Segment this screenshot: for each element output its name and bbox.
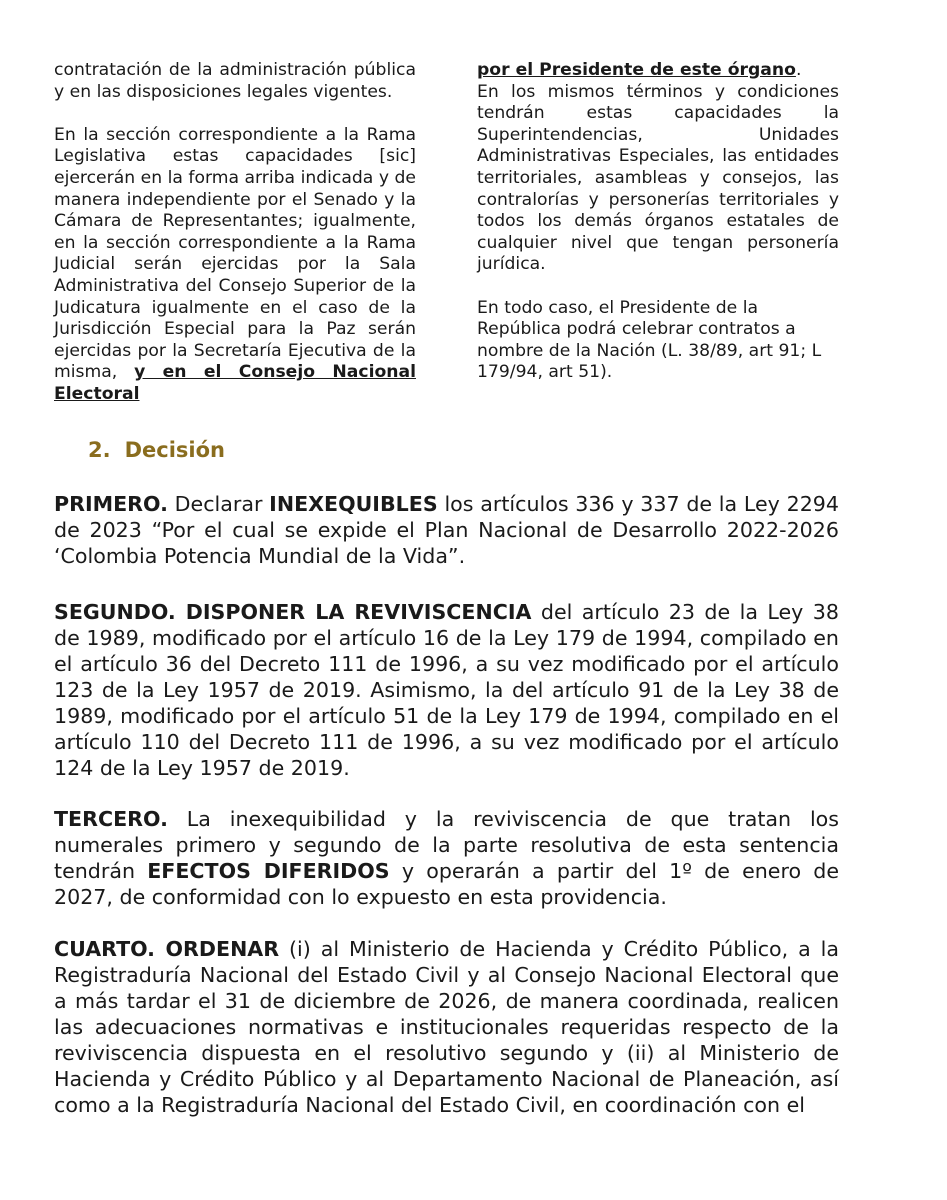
decision-primero-text-1: Declarar <box>174 492 263 516</box>
decision-tercero-text-1: La inexequibilidad y la reviviscencia de que tratan los numerales primero y segundo de la parte resolutiva de esta sentencia tendrán <box>54 807 840 883</box>
decision-primero-bold: INEXEQUIBLES <box>269 492 438 516</box>
decision-tercero-text-2: y operarán a partir del 1º de enero de 2027, de conformidad con lo expuesto en esta providencia. <box>54 859 840 909</box>
decision-tercero <box>54 806 839 910</box>
right-paragraph-1-emphasis: por el Presidente de este órgano <box>477 60 796 80</box>
decision-segundo-label: SEGUNDO. DISPONER LA REVIVISCENCIA <box>54 600 532 624</box>
decision-cuarto-label: CUARTO. ORDENAR <box>54 937 280 961</box>
decision-tercero-label: TERCERO. <box>54 807 168 831</box>
left-paragraph-1: contratación de la administración pública y en las disposiciones legales vigentes. <box>54 60 416 102</box>
right-paragraph-2: En los mismos términos y condiciones tendrán estas capacidades la Superintendencias, Unidades Administrativas Especiales, las entidades territoriales, asambleas y consejos, las contralorías y personerías territoriales y todos los demás órganos estatales de cualquier nivel que tengan personería jurídica. <box>477 81 839 275</box>
left-paragraph-2-text: En la sección correspondiente a la Rama Legislativa estas capacidades [sic] ejercerán en la forma arriba indicada y de manera independiente por el Senado y la Cámara de Representantes; igualmente, en la sección correspondiente a la Rama Judicial serán ejercidas por la Sala Administrativa del Consejo Superior de la Judicatura igualmente en el caso de la Jurisdicción Especial para la Paz serán ejercidas por la Secretaría Ejecutiva de la misma, <box>54 124 416 383</box>
decision-primero <box>54 491 839 569</box>
section-title: Decisión <box>124 438 225 462</box>
decision-tercero-bold: EFECTOS DIFERIDOS <box>147 859 390 883</box>
decision-primero-label: PRIMERO. <box>54 492 168 516</box>
decision-cuarto-text: (i) al Ministerio de Hacienda y Crédito Público, a la Registraduría Nacional del Estado Civil y al Consejo Nacional Electoral que a más tardar el 31 de diciembre de 2026, de manera coordinada, realicen las adecuaciones normativas e institucionales requeridas respecto de la reviviscencia dispuesta en el resolutivo segundo y (ii) al Ministerio de Hacienda y Crédito Público y al Departamento Nacional de Planeación, así como a la Registraduría Nacional del Estado Civil, en coordinación con el <box>54 937 839 1117</box>
decision-segundo <box>54 599 839 781</box>
right-column <box>477 60 839 384</box>
decision-segundo-text: del artículo 23 de la Ley 38 de 1989, modificado por el artículo 16 de la Ley 179 de 1994, compilado en el artículo 36 del Decreto 111 de 1996, a su vez modificado por el artículo 123 de la Ley 1957 de 2019. Asimismo, la del artículo 91 de la Ley 38 de 1989, modificado por el artículo 51 de la Ley 179 de 1994, compilado en el artículo 110 del Decreto 111 de 1996, a su vez modificado por el artículo 124 de la Ley 1957 de 2019. <box>54 600 840 780</box>
right-paragraph-1 <box>477 60 839 82</box>
left-column <box>54 60 416 406</box>
right-paragraph-1-end: . <box>795 60 802 80</box>
section-heading <box>88 438 225 462</box>
decision-cuarto <box>54 936 839 1118</box>
left-paragraph-2-emphasis: y en el Consejo Nacional Electoral <box>54 362 416 404</box>
right-paragraph-3: En todo caso, el Presidente de la República podrá celebrar contratos a nombre de la Nación (L. 38/89, art 91; L 179/94, art 51). <box>477 297 822 383</box>
section-number: 2. <box>88 438 111 462</box>
decision-primero-text-2: los artículos 336 y 337 de la Ley 2294 de 2023 “Por el cual se expide el Plan Nacional de Desarrollo 2022-2026 ‘Colombia Potencia Mundial de la Vida”. <box>54 492 840 568</box>
left-paragraph-2 <box>54 125 416 406</box>
